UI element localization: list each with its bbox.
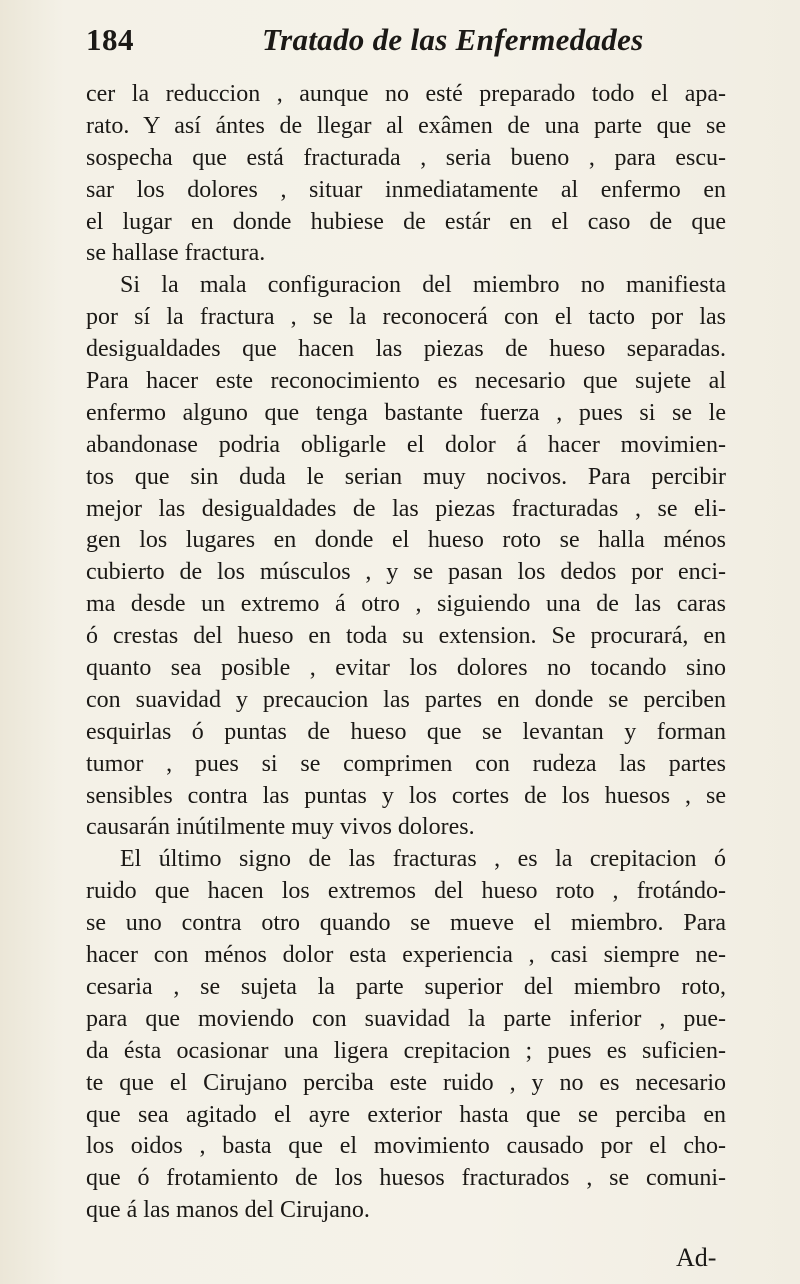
text-line: se hallase fractura. [86,240,266,267]
text-line: tumor , pues si se comprimen con rudeza las partes [86,750,726,777]
text-line: ruido que hacen los extremos del hueso roto , frotándo- [86,878,726,905]
body-text [86,79,726,1227]
paragraph-start-line: Si la mala configuracion del miembro no manifiesta [120,272,726,299]
text-line: que ó frotamiento de los huesos fracturados , se comuni- [86,1165,726,1192]
running-title: Tratado de las Enfermedades [262,22,644,57]
page-header [86,22,726,66]
text-line: esquirlas ó puntas de hueso que se levantan y forman [86,718,726,745]
text-line: ó crestas del hueso en toda su extension. Se procurará, en [86,623,726,650]
text-line: el lugar en donde hubiese de estár en el caso de que [86,208,726,235]
text-line: da ésta ocasionar una ligera crepitacion ; pues es suficien- [86,1037,726,1064]
text-line: hacer con ménos dolor esta experiencia , casi siempre ne- [86,942,726,969]
page-number: 184 [86,22,134,57]
text-line: quanto sea posible , evitar los dolores no tocando sino [86,655,726,682]
text-line: que sea agitado el ayre exterior hasta que se perciba en [86,1101,726,1128]
text-line: sar los dolores , situar inmediatamente al enfermo en [86,176,726,203]
text-line: por sí la fractura , se la reconocerá con el tacto por las [86,304,726,331]
text-line: desigualdades que hacen las piezas de hueso separadas. [86,336,726,363]
text-line: te que el Cirujano perciba este ruido , y no es necesario [86,1069,726,1096]
text-line: cubierto de los músculos , y se pasan los dedos por enci- [86,559,726,586]
text-line: cer la reduccion , aunque no esté preparado todo el apa- [86,81,726,107]
text-line: tos que sin duda le serian muy nocivos. Para percibir [86,463,726,490]
text-line: los oidos , basta que el movimiento causado por el cho- [86,1133,726,1160]
text-line: se uno contra otro quando se mueve el miembro. Para [86,910,726,937]
paragraph-start-line: El último signo de las fracturas , es la crepitacion ó [120,846,726,873]
text-line: para que moviendo con suavidad la parte inferior , pue- [86,1005,726,1032]
text-line: enfermo alguno que tenga bastante fuerza , pues si se le [86,399,726,426]
text-line: con suavidad y precaucion las partes en donde se perciben [86,686,726,713]
text-line: causarán inútilmente muy vivos dolores. [86,814,475,841]
text-line: Para hacer este reconocimiento es necesario que sujete al [86,368,726,395]
text-line: cesaria , se sujeta la parte superior del miembro roto, [86,973,726,1000]
text-line: abandonase podria obligarle el dolor á hacer movimien- [86,431,726,458]
text-line: gen los lugares en donde el hueso roto se halla ménos [86,527,726,554]
text-line: sensibles contra las puntas y los cortes de los huesos , se [86,782,726,809]
text-line: que á las manos del Cirujano. [86,1197,370,1224]
catchword: Ad- [676,1243,717,1272]
text-line: rato. Y así ántes de llegar al exâmen de una parte que se [86,112,726,139]
text-line: ma desde un extremo á otro , siguiendo una de las caras [86,591,726,618]
text-line: mejor las desigualdades de las piezas fracturadas , se eli- [86,495,726,522]
text-line: sospecha que está fracturada , seria bueno , para escu- [86,144,726,171]
